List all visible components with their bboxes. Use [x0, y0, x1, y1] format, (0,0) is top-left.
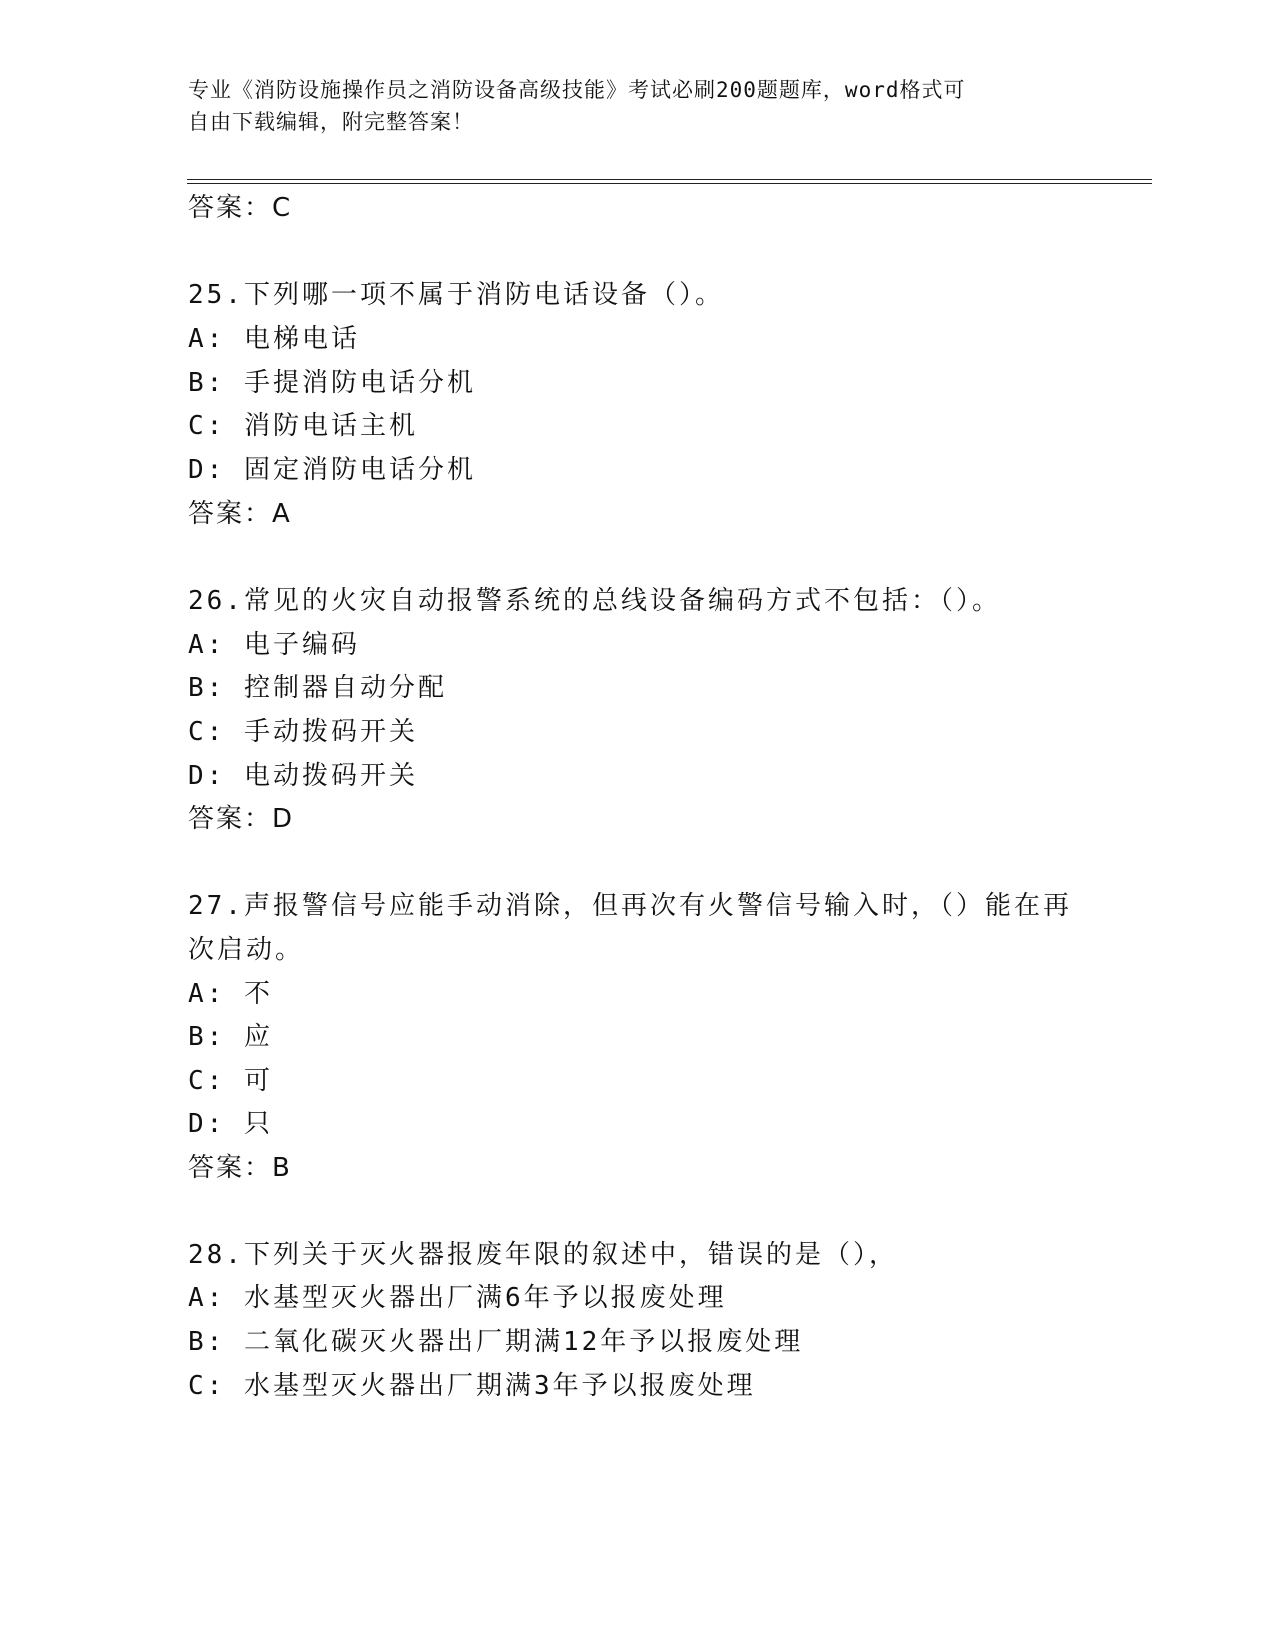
question-28-option-a: A: 水基型灭火器出厂满6年予以报废处理 — [188, 1283, 727, 1313]
question-25-option-a: A: 电梯电话 — [188, 324, 360, 354]
question-28-option-c: C: 水基型灭火器出厂期满3年予以报废处理 — [188, 1371, 756, 1401]
question-26-stem: 26.常见的火灾自动报警系统的总线设备编码方式不包括：（）。 — [188, 586, 1001, 616]
document-header — [188, 74, 1088, 138]
previous-answer: 答案：C — [188, 193, 293, 223]
question-25-stem: 25.下列哪一项不属于消防电话设备（）。 — [188, 280, 724, 310]
question-27-stem-continued: 次启动。 — [188, 935, 305, 965]
question-26-option-d: D: 电动拨码开关 — [188, 761, 418, 791]
question-25-option-d: D: 固定消防电话分机 — [188, 455, 476, 485]
question-28-stem: 28.下列关于灭火器报废年限的叙述中，错误的是（）， — [188, 1240, 898, 1270]
question-26-option-a: A: 电子编码 — [188, 630, 360, 660]
header-line-2: 自由下载编辑，附完整答案！ — [188, 110, 474, 134]
question-26-option-b: B: 控制器自动分配 — [188, 673, 447, 703]
question-28-option-b: B: 二氧化碳灭火器出厂期满12年予以报废处理 — [188, 1327, 804, 1357]
header-divider-bottom — [187, 183, 1152, 184]
question-27-stem: 27.声报警信号应能手动消除，但再次有火警信号输入时，（）能在再 — [188, 891, 1072, 921]
question-25-answer: 答案：A — [188, 499, 292, 529]
question-27-option-c: C: 可 — [188, 1066, 273, 1096]
header-divider-top — [187, 179, 1152, 180]
question-25-option-b: B: 手提消防电话分机 — [188, 368, 476, 398]
question-26-answer: 答案：D — [188, 804, 295, 834]
question-27-option-b: B: 应 — [188, 1022, 273, 1052]
question-27-option-a: A: 不 — [188, 979, 273, 1009]
question-25-option-c: C: 消防电话主机 — [188, 411, 418, 441]
question-27-answer: 答案：B — [188, 1153, 292, 1183]
header-line-1: 专业《消防设施操作员之消防设备高级技能》考试必刷200题题库，word格式可 — [188, 78, 966, 102]
question-26-option-c: C: 手动拨码开关 — [188, 717, 418, 747]
question-27-option-d: D: 只 — [188, 1109, 273, 1139]
